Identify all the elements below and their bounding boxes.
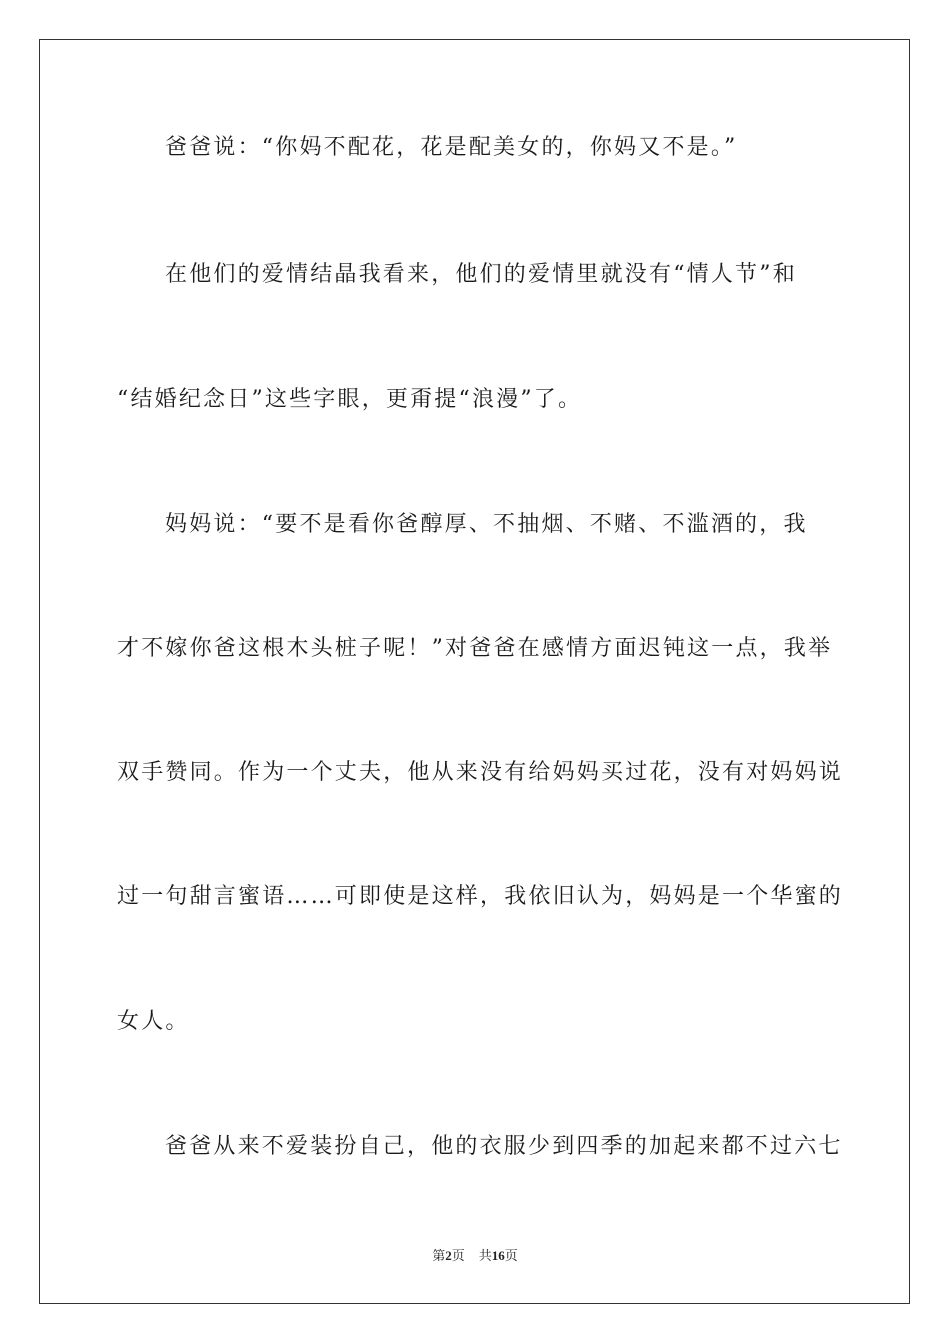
page-border — [39, 39, 910, 1304]
paragraph-line: “结婚纪念日”这些字眼，更甭提“浪漫”了。 — [117, 387, 583, 412]
paragraph-line: 过一句甜言蜜语……可即使是这样，我依旧认为，妈妈是一个华蜜的 — [117, 884, 844, 909]
paragraph-line: 才不嫁你爸这根木头桩子呢！”对爸爸在感情方面迟钝这一点，我举 — [117, 636, 833, 661]
page-footer — [0, 1247, 950, 1265]
paragraph-line: 爸爸从来不爱装扮自己，他的衣服少到四季的加起来都不过六七 — [165, 1134, 843, 1159]
paragraph-line: 爸爸说：“你妈不配花，花是配美女的，你妈又不是。” — [165, 135, 738, 160]
total-label-prefix: 共 — [478, 1248, 492, 1263]
page-label-suffix: 页 — [451, 1248, 465, 1263]
total-pages: 16 — [491, 1248, 505, 1263]
page-number: 2 — [445, 1248, 452, 1263]
total-label-suffix: 页 — [504, 1248, 518, 1263]
paragraph-line: 在他们的爱情结晶我看来，他们的爱情里就没有“情人节”和 — [165, 262, 797, 287]
paragraph-line: 双手赞同。作为一个丈夫，他从来没有给妈妈买过花，没有对妈妈说 — [117, 760, 844, 785]
paragraph-line: 女人。 — [117, 1009, 190, 1034]
paragraph-line: 妈妈说：“要不是看你爸醇厚、不抽烟、不赌、不滥酒的，我 — [165, 512, 808, 537]
page-label-prefix: 第 — [432, 1248, 446, 1263]
